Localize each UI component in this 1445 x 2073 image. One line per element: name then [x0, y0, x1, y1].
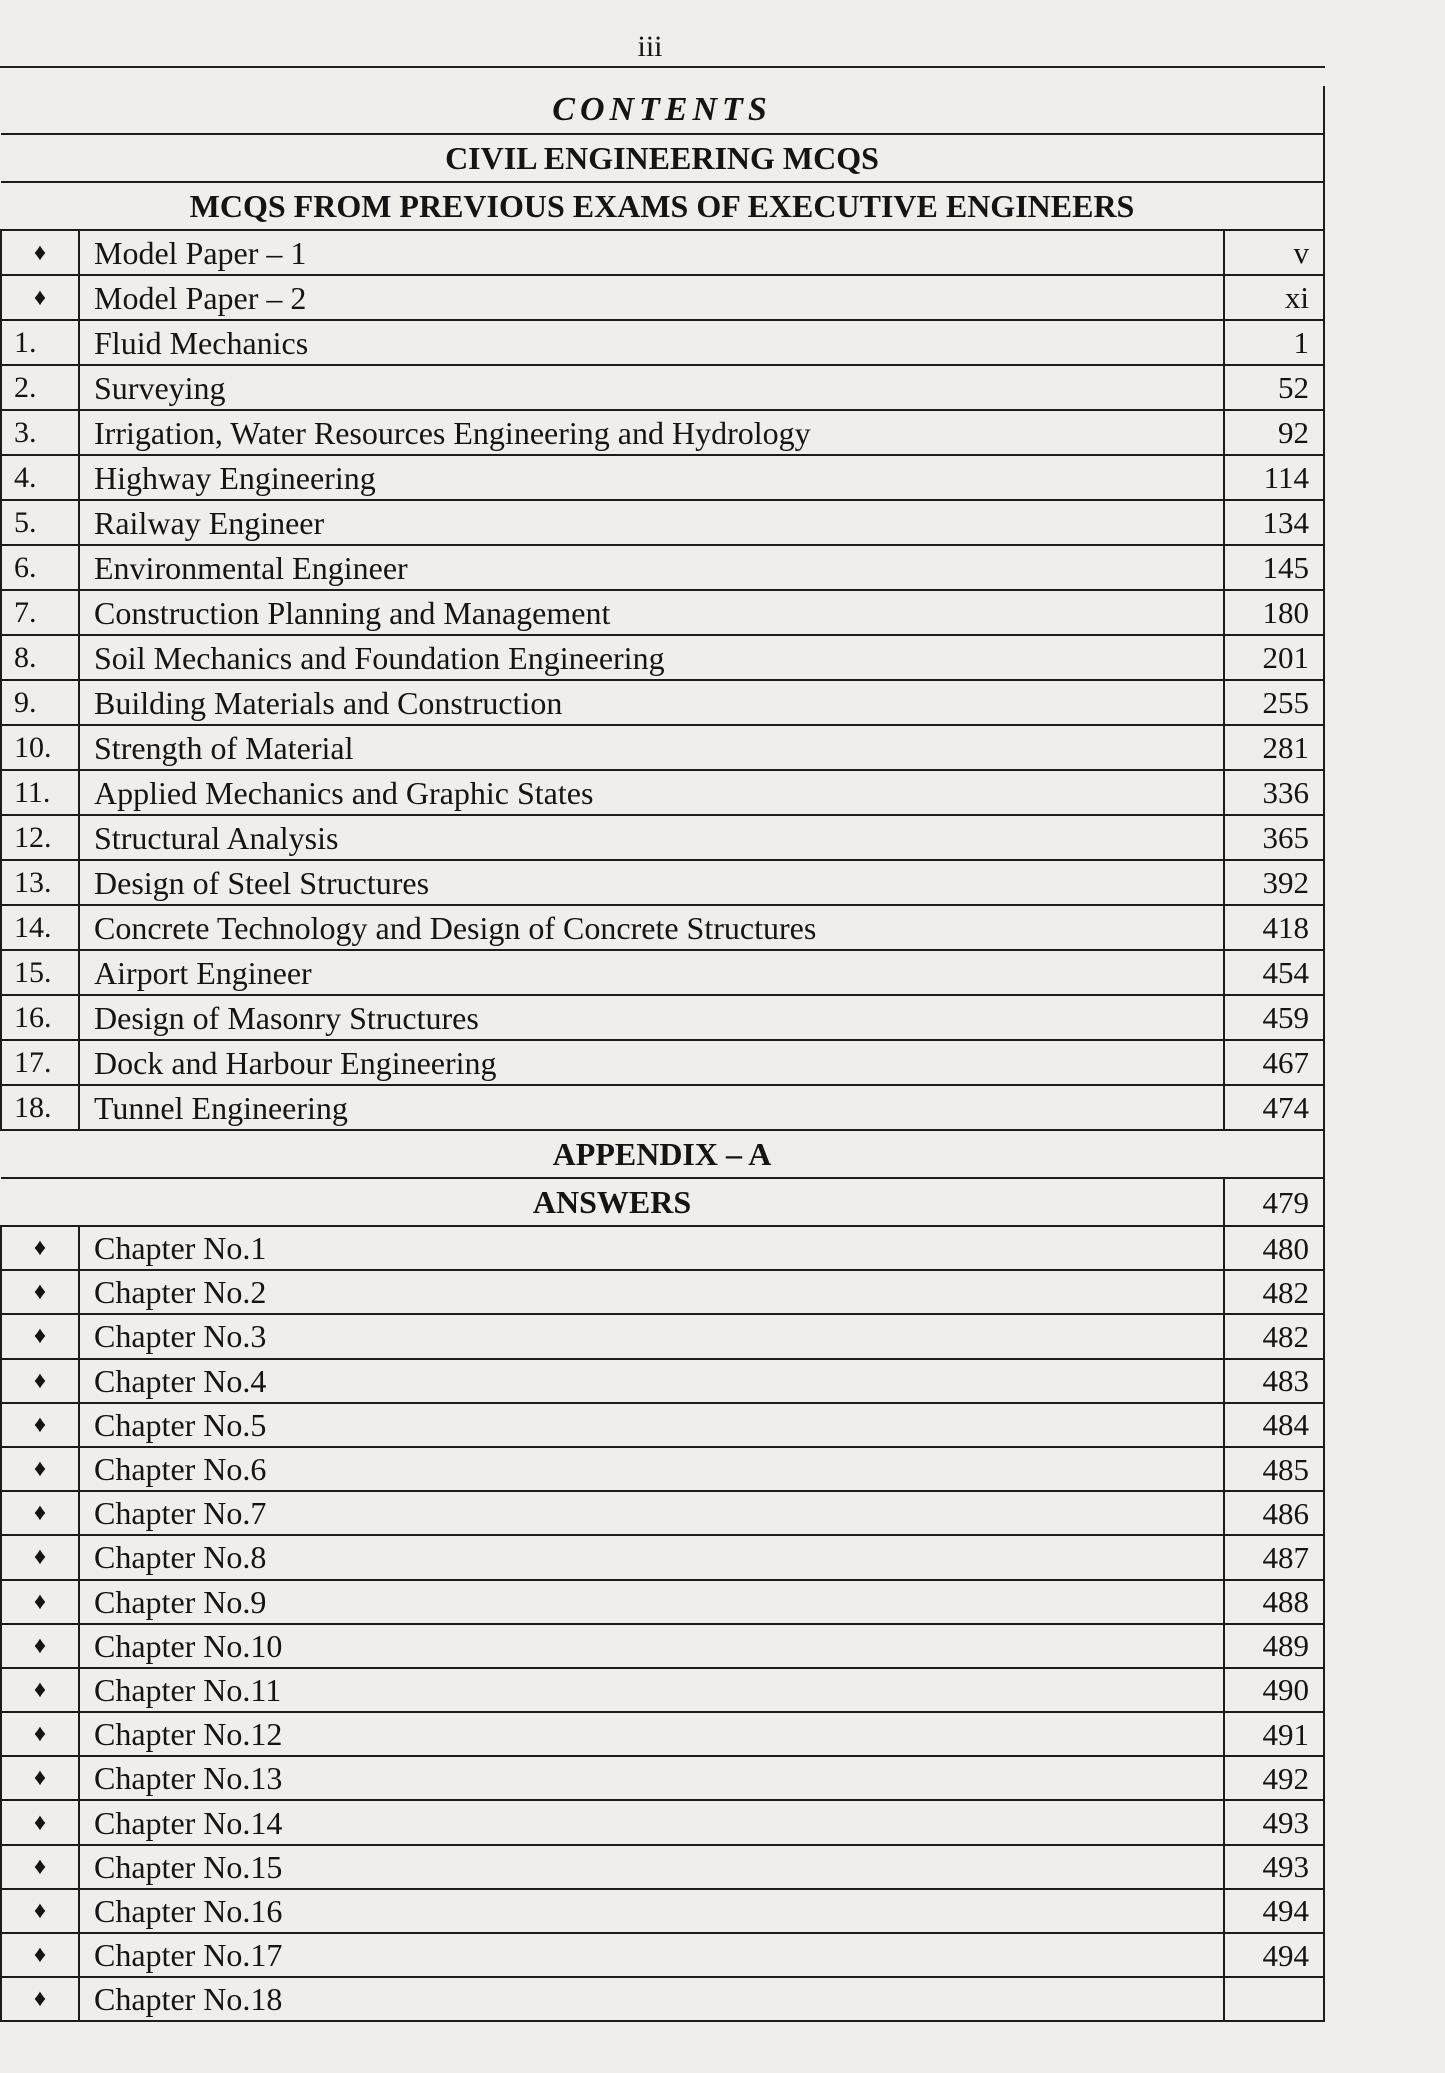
table-row	[1, 1359, 1324, 1403]
bullet-marker: ♦	[1, 1712, 79, 1756]
entry-title: Chapter No.16	[79, 1889, 1224, 1933]
answers-page: 479	[1224, 1178, 1324, 1226]
table-row	[1, 1756, 1324, 1800]
bullet-marker: ♦	[1, 1359, 79, 1403]
entry-title: Railway Engineer	[79, 500, 1224, 545]
entry-number: 2.	[1, 365, 79, 410]
entry-page: 493	[1224, 1800, 1324, 1844]
bullet-marker: ♦	[1, 230, 79, 275]
table-row	[1, 1845, 1324, 1889]
entry-number: 3.	[1, 410, 79, 455]
bullet-marker: ♦	[1, 1580, 79, 1624]
entry-page: 493	[1224, 1845, 1324, 1889]
answers-row	[1, 1178, 1324, 1226]
table-row	[1, 815, 1324, 860]
table-row	[1, 1712, 1324, 1756]
entry-title: Concrete Technology and Design of Concrete Structures	[79, 905, 1224, 950]
table-row	[1, 455, 1324, 500]
entry-page: 480	[1224, 1226, 1324, 1270]
entry-page: 488	[1224, 1580, 1324, 1624]
entry-page: 494	[1224, 1889, 1324, 1933]
bullet-marker: ♦	[1, 1314, 79, 1358]
table-row	[1, 1270, 1324, 1314]
entry-number: 6.	[1, 545, 79, 590]
entry-title: Airport Engineer	[79, 950, 1224, 995]
entry-page: 92	[1224, 410, 1324, 455]
entry-number: 7.	[1, 590, 79, 635]
entry-page: 494	[1224, 1933, 1324, 1977]
entry-page: 418	[1224, 905, 1324, 950]
bullet-marker: ♦	[1, 1977, 79, 2021]
bullet-marker: ♦	[1, 1535, 79, 1579]
entry-page: 492	[1224, 1756, 1324, 1800]
entry-page: 454	[1224, 950, 1324, 995]
entry-title: Surveying	[79, 365, 1224, 410]
entry-number: 14.	[1, 905, 79, 950]
entry-number: 11.	[1, 770, 79, 815]
bullet-marker: ♦	[1, 1933, 79, 1977]
entry-title: Chapter No.7	[79, 1491, 1224, 1535]
entry-title: Construction Planning and Management	[79, 590, 1224, 635]
table-row	[1, 275, 1324, 320]
entry-title: Tunnel Engineering	[79, 1085, 1224, 1130]
entry-title: Dock and Harbour Engineering	[79, 1040, 1224, 1085]
entry-title: Chapter No.5	[79, 1403, 1224, 1447]
entry-page: 145	[1224, 545, 1324, 590]
appendix-row	[1, 1130, 1324, 1178]
entry-title: Highway Engineering	[79, 455, 1224, 500]
entry-page: 482	[1224, 1270, 1324, 1314]
page-number: iii	[637, 30, 663, 63]
entry-title: Design of Steel Structures	[79, 860, 1224, 905]
entry-title: Chapter No.17	[79, 1933, 1224, 1977]
entry-title: Building Materials and Construction	[79, 680, 1224, 725]
entry-title: Chapter No.2	[79, 1270, 1224, 1314]
table-row	[1, 590, 1324, 635]
entry-page: 459	[1224, 995, 1324, 1040]
table-row	[1, 365, 1324, 410]
contents-table	[0, 86, 1325, 2022]
entry-number: 13.	[1, 860, 79, 905]
section-title: CIVIL ENGINEERING MCQS	[1, 134, 1324, 182]
table-row	[1, 1314, 1324, 1358]
bullet-marker: ♦	[1, 1756, 79, 1800]
entry-page: 52	[1224, 365, 1324, 410]
entry-number: 18.	[1, 1085, 79, 1130]
table-row	[1, 1403, 1324, 1447]
table-row	[1, 725, 1324, 770]
entry-title: Environmental Engineer	[79, 545, 1224, 590]
table-row	[1, 1977, 1324, 2021]
entry-number: 8.	[1, 635, 79, 680]
entry-title: Strength of Material	[79, 725, 1224, 770]
entry-title: Chapter No.15	[79, 1845, 1224, 1889]
entry-title: Chapter No.8	[79, 1535, 1224, 1579]
entry-page: 489	[1224, 1624, 1324, 1668]
bullet-marker: ♦	[1, 1889, 79, 1933]
entry-page: 490	[1224, 1668, 1324, 1712]
entry-page: 392	[1224, 860, 1324, 905]
entry-title: Irrigation, Water Resources Engineering and Hydrology	[79, 410, 1224, 455]
contents-heading: CONTENTS	[1, 86, 1324, 134]
table-row	[1, 545, 1324, 590]
subsection-title: MCQS FROM PREVIOUS EXAMS OF EXECUTIVE ENGINEERS	[1, 182, 1324, 230]
entry-title: Chapter No.6	[79, 1447, 1224, 1491]
table-row	[1, 410, 1324, 455]
bullet-marker: ♦	[1, 1270, 79, 1314]
entry-page: 483	[1224, 1359, 1324, 1403]
entry-page	[1224, 1977, 1324, 2021]
table-row	[1, 1491, 1324, 1535]
entry-page: 484	[1224, 1403, 1324, 1447]
table-row	[1, 860, 1324, 905]
table-row	[1, 1668, 1324, 1712]
table-row	[1, 1535, 1324, 1579]
entry-title: Design of Masonry Structures	[79, 995, 1224, 1040]
table-row	[1, 905, 1324, 950]
entry-title: Chapter No.13	[79, 1756, 1224, 1800]
bullet-marker: ♦	[1, 275, 79, 320]
table-row	[1, 1580, 1324, 1624]
table-row	[1, 1800, 1324, 1844]
table-row	[1, 1624, 1324, 1668]
entry-number: 12.	[1, 815, 79, 860]
entry-page: 474	[1224, 1085, 1324, 1130]
entry-title: Fluid Mechanics	[79, 320, 1224, 365]
bullet-marker: ♦	[1, 1447, 79, 1491]
entry-number: 5.	[1, 500, 79, 545]
entry-title: Chapter No.12	[79, 1712, 1224, 1756]
entry-page: 486	[1224, 1491, 1324, 1535]
entry-title: Model Paper – 1	[79, 230, 1224, 275]
table-row	[1, 1933, 1324, 1977]
table-row	[1, 770, 1324, 815]
table-row	[1, 500, 1324, 545]
table-row	[1, 1226, 1324, 1270]
entry-title: Chapter No.10	[79, 1624, 1224, 1668]
entry-page: 1	[1224, 320, 1324, 365]
entry-title: Soil Mechanics and Foundation Engineering	[79, 635, 1224, 680]
table-row	[1, 680, 1324, 725]
entry-number: 10.	[1, 725, 79, 770]
bullet-marker: ♦	[1, 1668, 79, 1712]
bullet-marker: ♦	[1, 1403, 79, 1447]
entry-page: 485	[1224, 1447, 1324, 1491]
table-row	[1, 1085, 1324, 1130]
entry-number: 16.	[1, 995, 79, 1040]
table-row	[1, 1447, 1324, 1491]
table-row	[1, 950, 1324, 995]
entry-number: 9.	[1, 680, 79, 725]
entry-title: Chapter No.14	[79, 1800, 1224, 1844]
entry-page: 487	[1224, 1535, 1324, 1579]
entry-page: 114	[1224, 455, 1324, 500]
bullet-marker: ♦	[1, 1845, 79, 1889]
table-row	[1, 635, 1324, 680]
entry-number: 4.	[1, 455, 79, 500]
entry-page: 180	[1224, 590, 1324, 635]
entry-title: Applied Mechanics and Graphic States	[79, 770, 1224, 815]
entry-page: 281	[1224, 725, 1324, 770]
entry-number: 15.	[1, 950, 79, 995]
bullet-marker: ♦	[1, 1800, 79, 1844]
entry-page: v	[1224, 230, 1324, 275]
entry-title: Chapter No.11	[79, 1668, 1224, 1712]
entry-page: xi	[1224, 275, 1324, 320]
entry-page: 491	[1224, 1712, 1324, 1756]
bullet-marker: ♦	[1, 1491, 79, 1535]
entry-title: Structural Analysis	[79, 815, 1224, 860]
entry-page: 134	[1224, 500, 1324, 545]
entry-title: Model Paper – 2	[79, 275, 1224, 320]
entry-page: 255	[1224, 680, 1324, 725]
entry-title: Chapter No.9	[79, 1580, 1224, 1624]
entry-page: 467	[1224, 1040, 1324, 1085]
table-row	[1, 320, 1324, 365]
bullet-marker: ♦	[1, 1624, 79, 1668]
bullet-marker: ♦	[1, 1226, 79, 1270]
entry-title: Chapter No.18	[79, 1977, 1224, 2021]
table-row	[1, 995, 1324, 1040]
entry-page: 482	[1224, 1314, 1324, 1358]
entry-title: Chapter No.3	[79, 1314, 1224, 1358]
top-rule	[0, 66, 1325, 68]
entry-title: Chapter No.1	[79, 1226, 1224, 1270]
appendix-title: APPENDIX – A	[1, 1130, 1324, 1178]
table-row	[1, 230, 1324, 275]
entry-number: 17.	[1, 1040, 79, 1085]
entry-page: 365	[1224, 815, 1324, 860]
table-row	[1, 1889, 1324, 1933]
entry-number: 1.	[1, 320, 79, 365]
table-row	[1, 1040, 1324, 1085]
entry-title: Chapter No.4	[79, 1359, 1224, 1403]
entry-page: 336	[1224, 770, 1324, 815]
entry-page: 201	[1224, 635, 1324, 680]
answers-title: ANSWERS	[1, 1178, 1224, 1226]
